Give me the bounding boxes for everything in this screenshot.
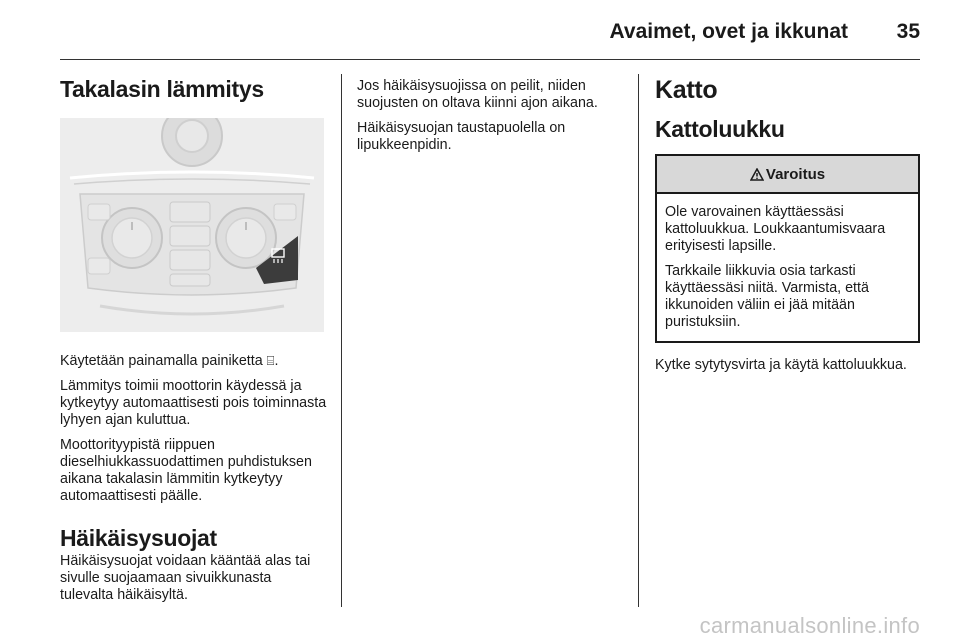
column-2 [357, 78, 625, 162]
chapter-title: Avaimet, ovet ja ikkunat [609, 20, 848, 43]
warning-triangle-icon [750, 168, 764, 181]
warning-body [657, 194, 918, 341]
header-divider [60, 59, 920, 60]
page-number: 35 [896, 20, 920, 43]
subheading-sunroof: Kattoluukku [655, 116, 785, 142]
section-heading-rear-window-heating: Takalasin lämmitys [60, 76, 264, 102]
paragraph-sun-visors: Häikäisysuojat voidaan kääntää alas tai sivulle suojaamaan sivuikkunasta tulevalta häikäisyltä. [60, 553, 311, 603]
warning-header [657, 156, 918, 194]
rear-window-heating-icon: ⌸ [266, 353, 275, 368]
warning-box [655, 154, 920, 343]
paragraph-sunroof-operation: Kytke sytytysvirta ja käytä kattoluukkua. [655, 357, 907, 373]
column-1 [60, 74, 328, 612]
warning-title: Varoitus [765, 165, 826, 183]
paragraph-diesel-note: Moottorityypistä riippuen dieselhiukkassuodattimen puhdistuksen aikana takalasin lämmitin kytkeytyy automaattisesti päälle. [60, 437, 312, 504]
paragraph-visor-mirrors: Jos häikäisysuojissa on peilit, niiden suojusten on oltava kiinni ajon aikana. [357, 78, 598, 111]
warning-paragraph-1: Ole varovainen käyttäessäsi kattoluukkua. Loukkaantumisvaara erityisesti lapsille. [665, 204, 886, 254]
climate-control-panel-illustration [60, 118, 324, 332]
warning-paragraph-2: Tarkkaile liikkuvia osia tarkasti käyttäessäsi niitä. Varmista, että ikkunoiden väliin ei jää mitään puristuksiin. [665, 263, 869, 330]
column-divider-right [638, 74, 639, 607]
watermark: carmanualsonline.info [699, 613, 920, 638]
section-heading-sun-visors: Häikäisysuojat [60, 525, 217, 551]
column-3 [655, 74, 920, 382]
paragraph-operation: Lämmitys toimii moottorin käydessä ja kytkeytyy automaattisesti pois toiminnasta lyhyen ajan kuluttua. [60, 378, 327, 428]
paragraph-ticket-holder: Häikäisysuojan taustapuolella on lipukkeenpidin. [357, 120, 566, 153]
section-heading-roof: Katto [655, 76, 718, 104]
column-divider-left [341, 74, 342, 607]
paragraph-usage: Käytetään painamalla painiketta ⌸. [60, 353, 279, 369]
